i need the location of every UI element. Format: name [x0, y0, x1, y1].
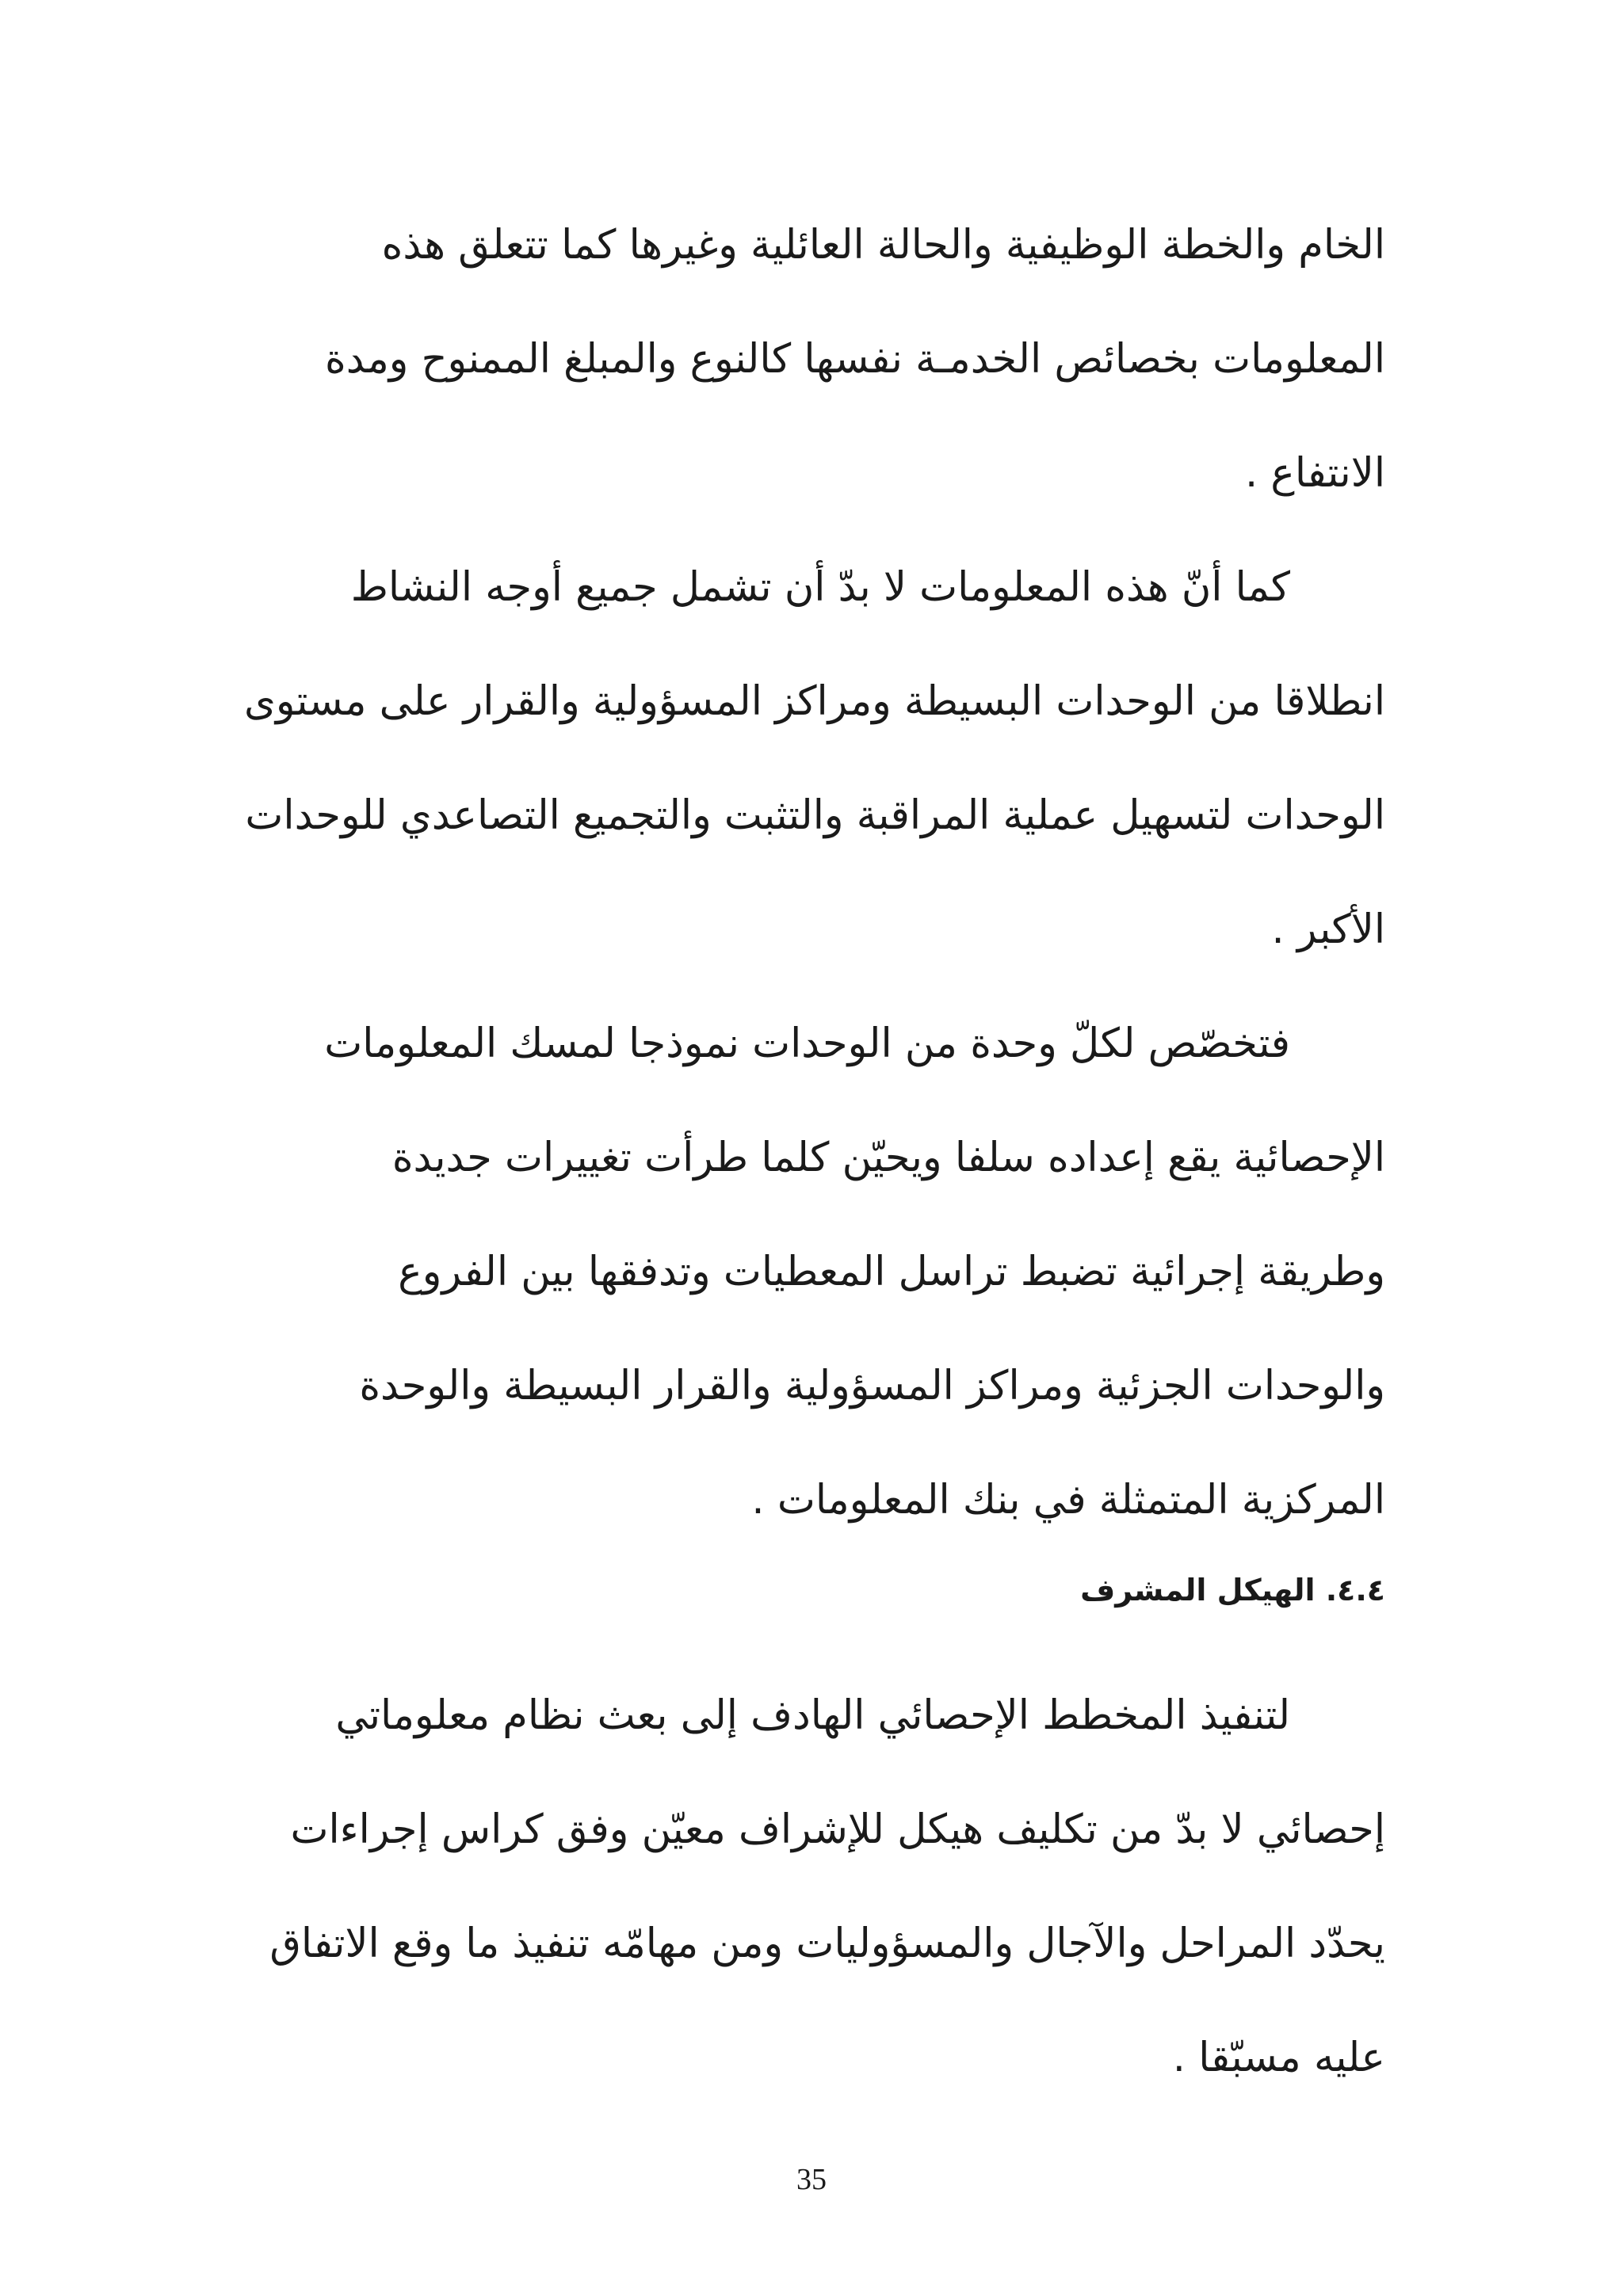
paragraph-line: إحصائي لا بدّ من تكليف هيكل للإشراف معيّن وفق كراس إجراءات [290, 1806, 1385, 1853]
paragraph-line: يحدّد المراحل والآجال والمسؤوليات ومن مهامّه تنفيذ ما وقع الاتفاق [269, 1920, 1385, 1967]
paragraph-line: المركزية المتمثلة في بنك المعلومات . [751, 1477, 1385, 1524]
paragraph-line: كما أنّ هذه المعلومات لا بدّ أن تشمل جميع أوجه النشاط [350, 564, 1290, 611]
paragraph-line: والوحدات الجزئية ومراكز المسؤولية والقرار البسيطة والوحدة [359, 1363, 1385, 1409]
paragraph-line: وطريقة إجرائية تضبط تراسل المعطيات وتدفقها بين الفروع [398, 1249, 1385, 1295]
paragraph-line: لتنفيذ المخطط الإحصائي الهادف إلى بعث نظام معلوماتي [335, 1692, 1290, 1739]
page-number: 35 [796, 2163, 827, 2196]
paragraph-line: انطلاقا من الوحدات البسيطة ومراكز المسؤولية والقرار على مستوى [243, 678, 1385, 725]
paragraph-line: الوحدات لتسهيل عملية المراقبة والتثبت والتجميع التصاعدي للوحدات [245, 792, 1385, 839]
paragraph-line: فتخصّص لكلّ وحدة من الوحدات نموذجا لمسك المعلومات [324, 1020, 1290, 1067]
paragraph-line: المعلومات بخصائص الخدمـة نفسها كالنوع والمبلغ الممنوح ومدة [324, 336, 1385, 383]
paragraph-line: الانتفاع . [1244, 450, 1385, 497]
paragraph-line: الخام والخطة الوظيفية والحالة العائلية وغيرها كما تتعلق هذه [381, 222, 1385, 269]
paragraph-line: الأكبر . [1271, 906, 1385, 953]
section-heading: ٤.٤. الهيكل المشرف [1080, 1573, 1385, 1608]
paragraph-line: عليه مسبّقا . [1172, 2035, 1385, 2081]
paragraph-line: الإحصائية يقع إعداده سلفا ويحيّن كلما طرأت تغييرات جديدة [391, 1135, 1385, 1181]
